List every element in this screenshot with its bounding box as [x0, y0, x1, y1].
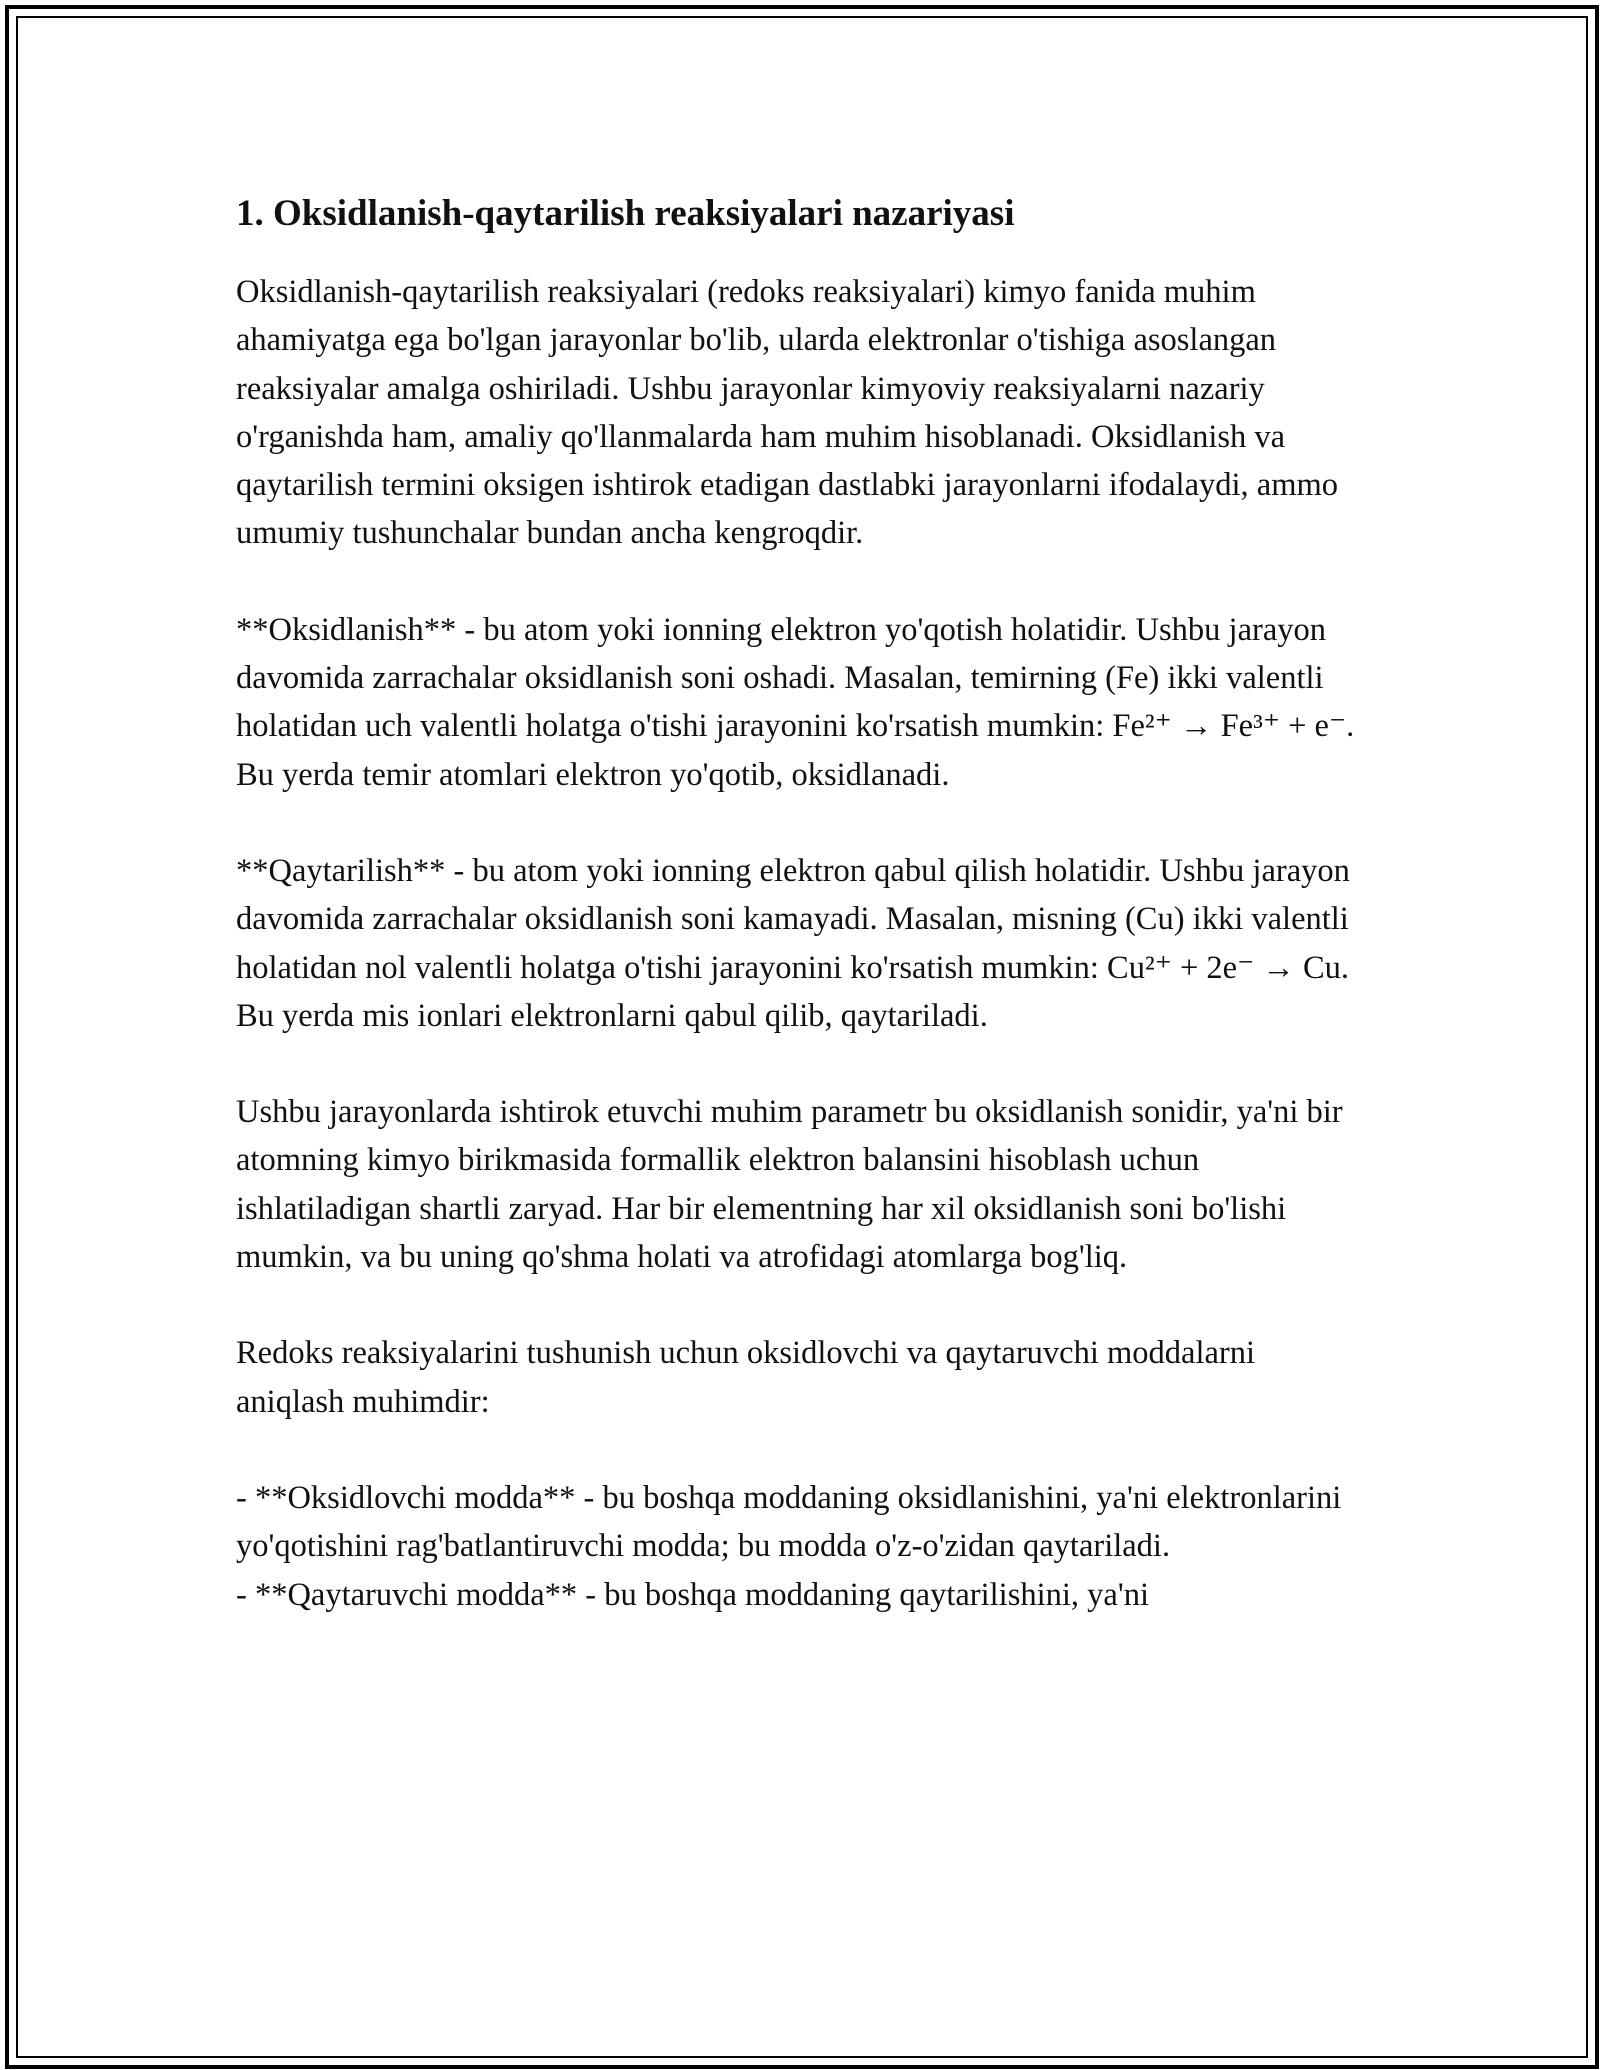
list-item-reducing-agent: - **Qaytaruvchi modda** - bu boshqa moddaning qaytarilishini, ya'ni: [236, 1576, 1149, 1613]
paragraph-oxidation-number: Ushbu jarayonlarda ishtirok etuvchi muhim parametr bu oksidlanish sonidir, ya'ni bir atomning kimyo birikmasida formallik elektron balansini hisoblash uchun ishlatiladigan shartli zaryad. Har bir elementning har xil oksidlanish soni bo'lishi mumkin, va bu uning qo'shma holati va atrofidagi atomlarga bog'liq.: [236, 1094, 1343, 1276]
paragraph-agents-intro: Redoks reaksiyalarini tushunish uchun oksidlovchi va qaytaruvchi moddalarni aniqlash muhimdir:: [236, 1335, 1256, 1420]
document-body: [236, 186, 1366, 1619]
section-title: 1. Oksidlanish-qaytarilish reaksiyalari nazariyasi: [236, 193, 1015, 234]
paragraph-reduction: **Qaytarilish** - bu atom yoki ionning elektron qabul qilish holatidir. Ushbu jarayon davomida zarrachalar oksidlanish soni kamayadi. Masalan, misning (Cu) ikki valentli holatidan nol valentli holatga o'tishi jarayonini ko'rsatish mumkin: Cu²⁺ + 2e⁻ → Cu. Bu yerda mis ionlari elektronlarni qabul qilib, qaytariladi.: [236, 852, 1350, 1034]
paragraph-oxidation: **Oksidlanish** - bu atom yoki ionning elektron yo'qotish holatidir. Ushbu jarayon davomida zarrachalar oksidlanish soni oshadi. Masalan, temirning (Fe) ikki valentli holatidan uch valentli holatga o'tishi jarayonini ko'rsatish mumkin: Fe²⁺ → Fe³⁺ + e⁻. Bu yerda temir atomlari elektron yo'qotib, oksidlanadi.: [236, 611, 1355, 793]
paragraph-intro: Oksidlanish-qaytarilish reaksiyalari (redoks reaksiyalari) kimyo fanida muhim ahamiyatga ega bo'lgan jarayonlar bo'lib, ularda elektronlar o'tishiga asoslangan reaksiyalar amalga oshiriladi. Ushbu jarayonlar kimyoviy reaksiyalarni nazariy o'rganishda ham, amaliy qo'llanmalarda ham muhim hisoblanadi. Oksidlanish va qaytarilish termini oksigen ishtirok etadigan dastlabki jarayonlarni ifodalaydi, ammo umumiy tushunchalar bundan ancha kengroqdir.: [236, 274, 1339, 552]
agents-list: [236, 1474, 1366, 1619]
list-item-oxidizing-agent: - **Oksidlovchi modda** - bu boshqa moddaning oksidlanishini, ya'ni elektronlarini yo'qotishini rag'batlantiruvchi modda; bu modda o'z-o'zidan qaytariladi.: [236, 1479, 1342, 1565]
